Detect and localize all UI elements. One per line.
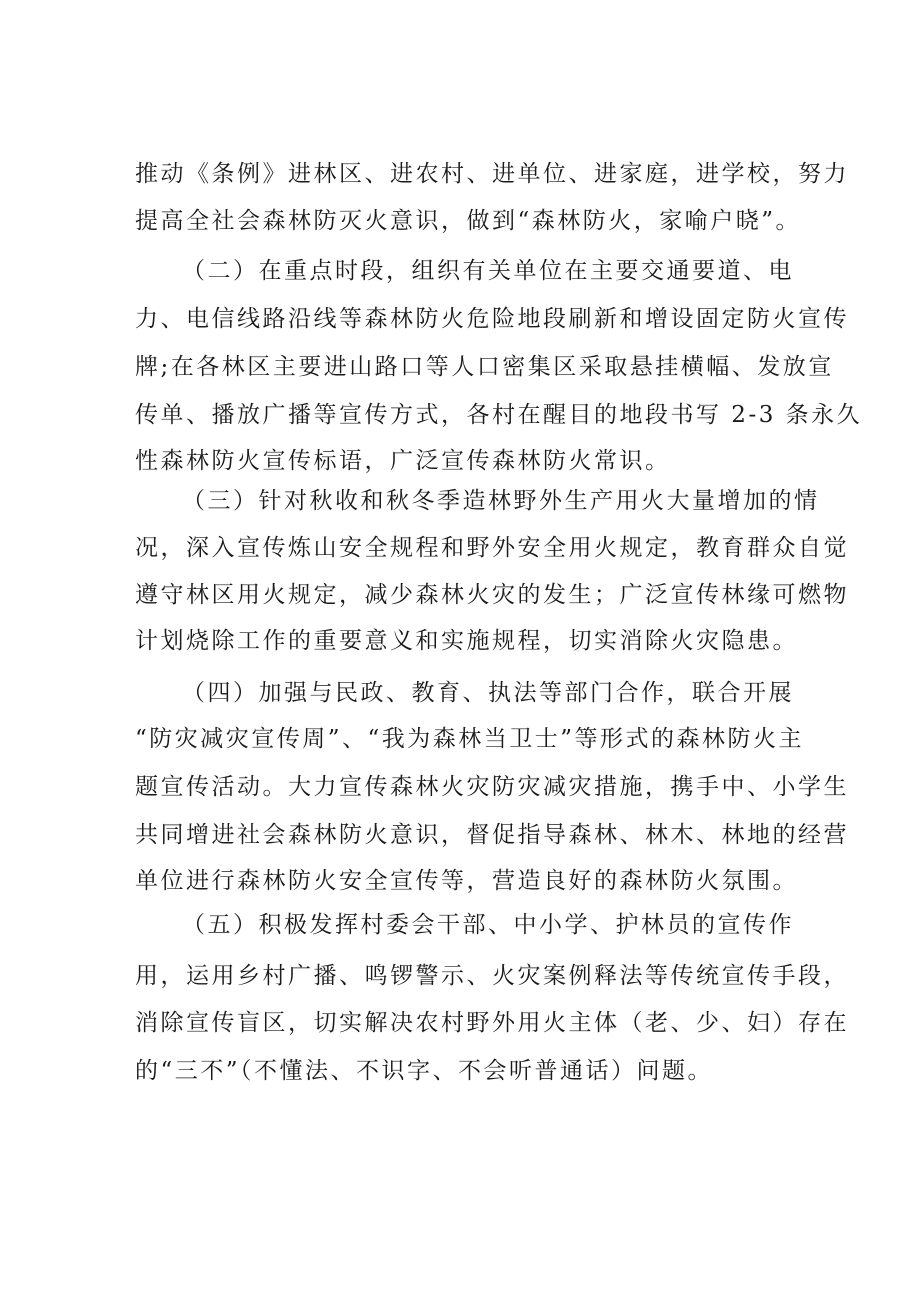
paragraph-3-line-1: （三）针对秋收和秋冬季造林野外生产用火大量增加的情 — [182, 488, 820, 514]
paragraph-5-line-4: 的“三不”（不懂法、不识字、不会听普通话）问题。 — [135, 1058, 714, 1084]
paragraph-4-line-2: “防灾减灾宣传周”、“我为森林当卫士”等形式的森林防火主 — [135, 726, 805, 752]
paragraph-4-line-4: 共同增进社会森林防火意识，督促指导森林、林木、林地的经营 — [135, 822, 849, 848]
paragraph-2-line-5: 性森林防火宣传标语，广泛宣传森林防火常识。 — [135, 448, 671, 474]
paragraph-5-line-1: （五）积极发挥村委会干部、中小学、护林员的宣传作 — [182, 912, 794, 938]
paragraph-1-line-2: 提高全社会森林防灭火意识，做到“森林防火，家喻户晓”。 — [135, 208, 802, 234]
paragraph-4-line-3: 题宣传活动。大力宣传森林火灾防灾减灾措施，携手中、小学生 — [135, 774, 849, 800]
paragraph-2-line-3: 牌;在各林区主要进山路口等人口密集区采取悬挂横幅、发放宣 — [135, 354, 834, 380]
paragraph-3-line-3: 遵守林区用火规定，减少森林火灾的发生；广泛宣传林缘可燃物 — [135, 582, 849, 608]
paragraph-4-line-5: 单位进行森林防火安全宣传等，营造良好的森林防火氛围。 — [135, 868, 798, 894]
paragraph-1-line-1: 推动《条例》进林区、进农村、进单位、进家庭，进学校，努力 — [135, 161, 849, 187]
paragraph-3-line-4: 计划烧除工作的重要意义和实施规程，切实消除火灾隐患。 — [135, 628, 798, 654]
paragraph-4-line-1: （四）加强与民政、教育、执法等部门合作，联合开展 — [182, 680, 794, 706]
paragraph-2-line-4: 传单、播放广播等宣传方式，各村在醒目的地段书写 2-3 条永久 — [135, 402, 863, 428]
paragraph-5-line-3: 消除宣传盲区，切实解决农村野外用火主体（老、少、妇）存在 — [135, 1010, 849, 1036]
paragraph-2-line-1: （二）在重点时段，组织有关单位在主要交通要道、电 — [182, 258, 794, 284]
paragraph-2-line-2: 力、电信线路沿线等森林防火危险地段刷新和增设固定防火宣传 — [135, 306, 849, 332]
paragraph-5-line-2: 用，运用乡村广播、鸣锣警示、火灾案例释法等传统宣传手段， — [135, 963, 849, 989]
paragraph-3-line-2: 况，深入宣传炼山安全规程和野外安全用火规定，教育群众自觉 — [135, 535, 849, 561]
